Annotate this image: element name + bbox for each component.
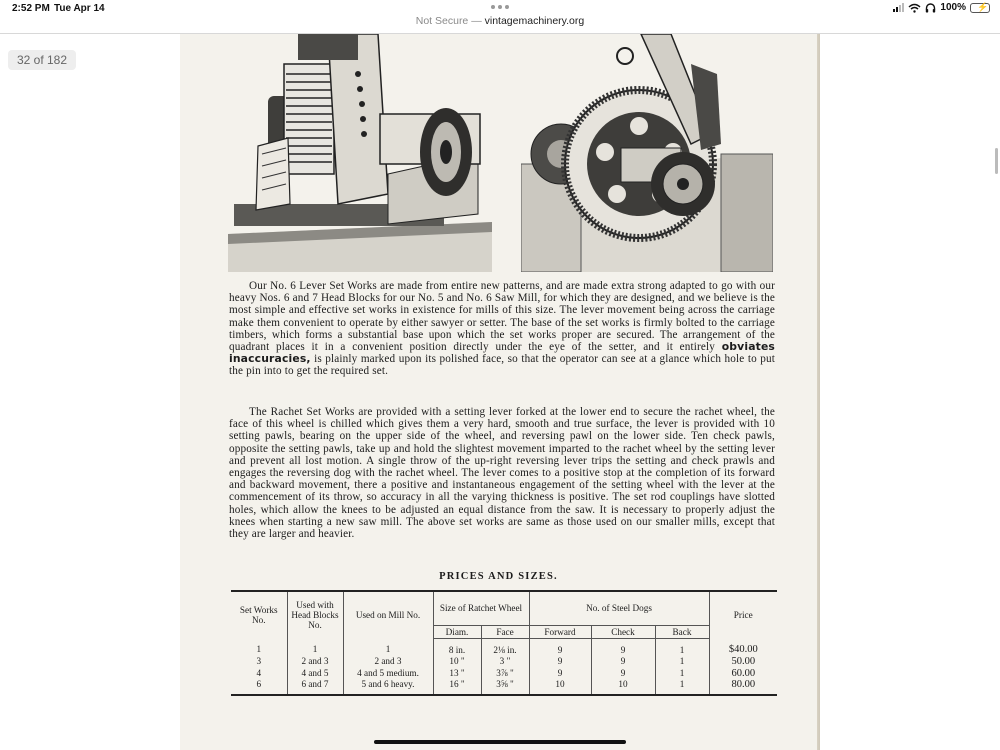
cell-head-blocks: 4 and 5 [287, 668, 343, 680]
cell-set-works: 3 [256, 656, 262, 667]
cell-face: 3 " [481, 656, 529, 668]
cell-head-blocks: 6 and 7 [287, 679, 343, 695]
cell-price: 80.00 [709, 679, 777, 695]
prices-table-container [231, 590, 777, 696]
prices-and-sizes-table [231, 590, 777, 696]
cell-mill: 5 and 6 heavy. [343, 679, 433, 695]
security-label: Not Secure [415, 15, 469, 27]
cell-price: 50.00 [709, 656, 777, 668]
table-row [231, 668, 777, 680]
ratchet-set-works-illustration [521, 34, 773, 272]
cell-mill: 4 and 5 medium. [343, 668, 433, 680]
url-separator: — [471, 15, 482, 27]
document-page [180, 34, 817, 750]
cell-price: $40.00 [709, 638, 777, 656]
table-row [231, 679, 777, 695]
cell-back: 1 [655, 656, 709, 668]
scrollbar-thumb[interactable] [995, 148, 998, 174]
page-counter: 32 of 182 [8, 50, 76, 70]
paragraph-lever-set-works [229, 280, 775, 378]
browser-toolbar [0, 0, 1000, 34]
cell-mill: 2 and 3 [343, 656, 433, 668]
cell-check: 9 [591, 668, 655, 680]
header-no-of-steel-dogs: No. of Steel Dogs [529, 591, 709, 625]
url-domain: vintagemachinery.org [484, 15, 585, 27]
status-time: 2:52 PM [12, 3, 50, 14]
header-back: Back [655, 625, 709, 638]
paragraph-rachet-set-works: The Rachet Set Works are provided with a setting lever forked at the lower end to secure the rachet wheel, the face of this wheel is chilled which gives them a very hard, smooth and true surface, the lever is provided with 10 setting pawls, bearing on the upper side of the wheel, and reversing pawl on the lower side. Ten check pawls, opposite the setting pawls, take up and hold the slightest movement imparted to the rachet wheel by the setting lever and prevent all lost motion. A single throw of the up-right reversing lever trips the setting and check prawls and engages the reversing dog with the rachet wheel. The lever comes to a positive stop at the completion of its forward and backward movement, there a positive and instantaneous engagement of the setting wheel with the lever at the commencement of its throw, so accuracy in all the varying thickness is positive. The set rod couplings have slotted holes, which allow the knees to be adjusted an equal distance from the saw. It is necessary to properly adjust the knees when starting a new saw mill. The above set works are same as those used on our smaller mills, except that they are larger and heavier. [229, 406, 775, 541]
cell-face: 2⅛ in. [481, 638, 529, 656]
table-row [231, 638, 777, 656]
paragraph1-text: Our No. 6 Lever Set Works are made from entire new patterns, and are made extra strong adapted to go with our heavy Nos. 6 and 7 Head Blocks for our No. 5 and No. 6 Saw Mill, for which they are designed, and we believe is the most simple and effective set works in existence for mills of this size. The lever movement being across the carriage make them convenient to operate by either sawyer or setter. The base of the set works is firmly bolted to the carriage timbers, which forms a substantial base upon which the set works proper are secured. The arrangement of the quadrant places it in a convenient position directly under the eye of the setter, and it entirely [229, 280, 775, 354]
cell-set-works: 1 [256, 644, 262, 655]
lever-set-works-illustration [228, 34, 492, 272]
cell-set-works: 6 [231, 679, 287, 695]
cell-forward: 9 [529, 668, 591, 680]
cell-diam: 13 " [433, 668, 481, 680]
cell-diam: 16 " [433, 679, 481, 695]
header-used-on-mill: Used on Mill No. [343, 591, 433, 638]
prices-and-sizes-heading: PRICES AND SIZES. [439, 571, 558, 582]
status-date: Tue Apr 14 [54, 3, 105, 14]
more-options-icon[interactable] [491, 5, 509, 9]
cell-forward: 10 [529, 679, 591, 695]
cell-head-blocks: 2 and 3 [287, 656, 343, 668]
paragraph1-text-end: is plainly marked upon its polished face, so that the operator can see at a glance which hole to put the pin into to get the required set. [229, 353, 775, 378]
cell-face: 3⅝ " [481, 679, 529, 695]
home-indicator[interactable] [374, 740, 626, 744]
cell-back: 1 [655, 638, 709, 656]
cell-diam: 10 " [433, 656, 481, 668]
address-bar[interactable] [0, 15, 1000, 27]
header-size-of-ratchet-wheel: Size of Ratchet Wheel [433, 591, 529, 625]
cell-back: 1 [655, 668, 709, 680]
header-face: Face [481, 625, 529, 638]
cell-head-blocks: 1 [287, 638, 343, 656]
paragraph1-emphasis: obviates inaccuracies, [229, 340, 775, 366]
cell-mill: 1 [343, 638, 433, 656]
header-used-with-head-blocks: Used with Head Blocks No. [287, 591, 343, 638]
cell-price: 60.00 [709, 668, 777, 680]
cell-set-works: 4 [256, 667, 262, 678]
battery-charging-icon: ⚡ [970, 3, 990, 13]
cell-forward: 9 [529, 656, 591, 668]
header-diam: Diam. [433, 625, 481, 638]
table-row [231, 656, 777, 668]
header-check: Check [591, 625, 655, 638]
battery-percentage: 100% [940, 2, 966, 13]
header-set-works-no: Set Works No. [239, 605, 278, 625]
cell-check: 9 [591, 638, 655, 656]
cell-face: 3⅞ " [481, 668, 529, 680]
header-price: Price [709, 591, 777, 638]
cell-check: 10 [591, 679, 655, 695]
cell-check: 9 [591, 656, 655, 668]
cell-forward: 9 [529, 638, 591, 656]
cell-back: 1 [655, 679, 709, 695]
header-forward: Forward [529, 625, 591, 638]
cell-diam: 8 in. [433, 638, 481, 656]
